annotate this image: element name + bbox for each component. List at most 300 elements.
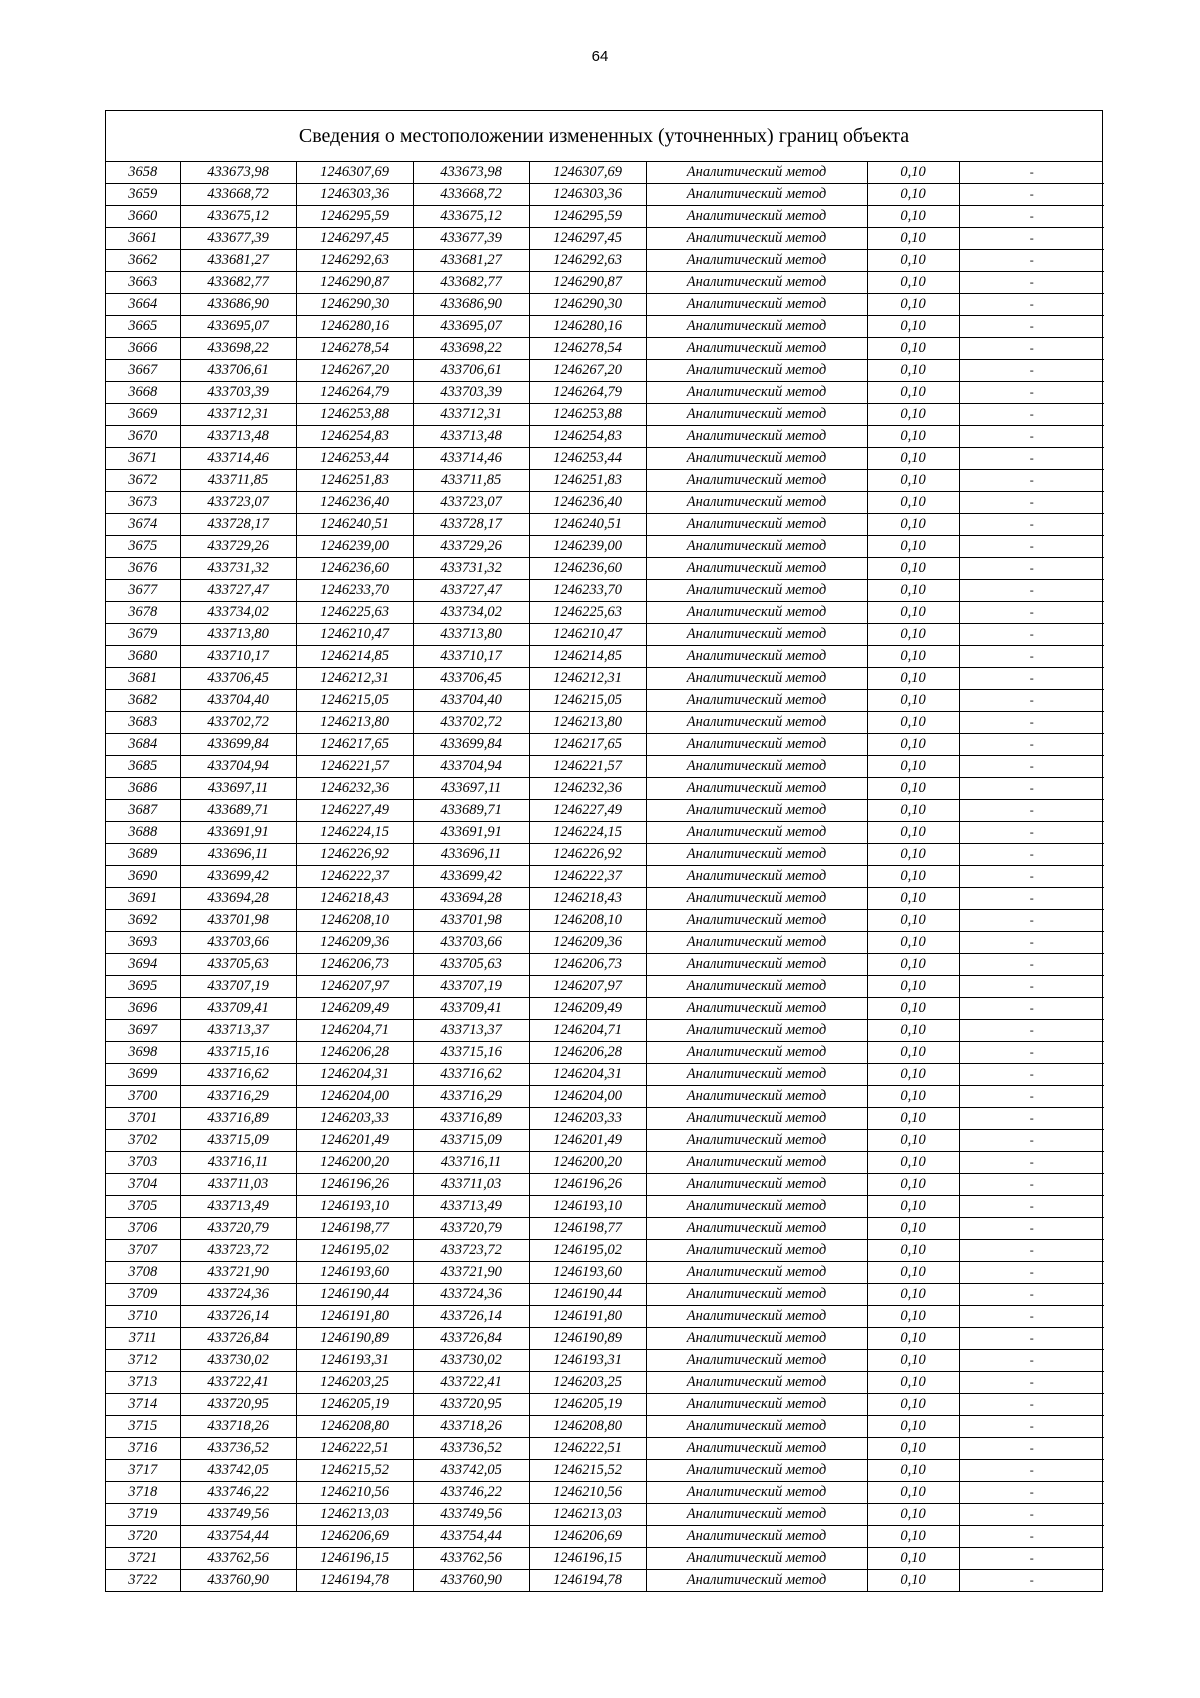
method-cell: Аналитический метод <box>646 1394 867 1416</box>
table-row <box>106 1086 1104 1108</box>
table-row <box>106 734 1104 756</box>
point-number-cell: 3683 <box>106 712 180 734</box>
x-new-cell: 433716,62 <box>413 1064 529 1086</box>
note-cell: - <box>959 690 1104 712</box>
y-new-cell: 1246206,28 <box>529 1042 646 1064</box>
accuracy-cell: 0,10 <box>867 184 959 206</box>
method-cell: Аналитический метод <box>646 272 867 294</box>
x-new-cell: 433724,36 <box>413 1284 529 1306</box>
note-cell: - <box>959 1086 1104 1108</box>
point-number-cell: 3718 <box>106 1482 180 1504</box>
x-existing-cell: 433729,26 <box>180 536 296 558</box>
accuracy-cell: 0,10 <box>867 1020 959 1042</box>
method-cell: Аналитический метод <box>646 228 867 250</box>
x-new-cell: 433668,72 <box>413 184 529 206</box>
y-existing-cell: 1246201,49 <box>296 1130 413 1152</box>
y-existing-cell: 1246278,54 <box>296 338 413 360</box>
y-new-cell: 1246206,69 <box>529 1526 646 1548</box>
point-number-cell: 3717 <box>106 1460 180 1482</box>
y-new-cell: 1246239,00 <box>529 536 646 558</box>
table-row <box>106 1372 1104 1394</box>
method-cell: Аналитический метод <box>646 1284 867 1306</box>
accuracy-cell: 0,10 <box>867 360 959 382</box>
table-row <box>106 228 1104 250</box>
y-new-cell: 1246233,70 <box>529 580 646 602</box>
point-number-cell: 3708 <box>106 1262 180 1284</box>
accuracy-cell: 0,10 <box>867 492 959 514</box>
y-existing-cell: 1246224,15 <box>296 822 413 844</box>
y-new-cell: 1246267,20 <box>529 360 646 382</box>
y-new-cell: 1246264,79 <box>529 382 646 404</box>
y-new-cell: 1246222,37 <box>529 866 646 888</box>
table-row <box>106 602 1104 624</box>
y-existing-cell: 1246200,20 <box>296 1152 413 1174</box>
x-new-cell: 433675,12 <box>413 206 529 228</box>
accuracy-cell: 0,10 <box>867 470 959 492</box>
y-existing-cell: 1246221,57 <box>296 756 413 778</box>
table-row <box>106 272 1104 294</box>
method-cell: Аналитический метод <box>646 844 867 866</box>
y-new-cell: 1246190,89 <box>529 1328 646 1350</box>
accuracy-cell: 0,10 <box>867 734 959 756</box>
y-new-cell: 1246218,43 <box>529 888 646 910</box>
x-existing-cell: 433721,90 <box>180 1262 296 1284</box>
table-row <box>106 470 1104 492</box>
y-existing-cell: 1246204,71 <box>296 1020 413 1042</box>
y-existing-cell: 1246264,79 <box>296 382 413 404</box>
x-new-cell: 433701,98 <box>413 910 529 932</box>
x-existing-cell: 433726,14 <box>180 1306 296 1328</box>
x-existing-cell: 433712,31 <box>180 404 296 426</box>
method-cell: Аналитический метод <box>646 206 867 228</box>
y-new-cell: 1246204,31 <box>529 1064 646 1086</box>
point-number-cell: 3705 <box>106 1196 180 1218</box>
note-cell: - <box>959 1438 1104 1460</box>
method-cell: Аналитический метод <box>646 1460 867 1482</box>
x-new-cell: 433698,22 <box>413 338 529 360</box>
y-new-cell: 1246213,80 <box>529 712 646 734</box>
note-cell: - <box>959 1526 1104 1548</box>
table-row <box>106 1504 1104 1526</box>
y-new-cell: 1246205,19 <box>529 1394 646 1416</box>
table-row <box>106 756 1104 778</box>
y-existing-cell: 1246209,49 <box>296 998 413 1020</box>
point-number-cell: 3662 <box>106 250 180 272</box>
x-new-cell: 433704,40 <box>413 690 529 712</box>
table-row <box>106 668 1104 690</box>
method-cell: Аналитический метод <box>646 1438 867 1460</box>
y-existing-cell: 1246236,40 <box>296 492 413 514</box>
x-existing-cell: 433711,03 <box>180 1174 296 1196</box>
y-existing-cell: 1246196,15 <box>296 1548 413 1570</box>
accuracy-cell: 0,10 <box>867 1218 959 1240</box>
table-row <box>106 1350 1104 1372</box>
y-new-cell: 1246224,15 <box>529 822 646 844</box>
method-cell: Аналитический метод <box>646 1064 867 1086</box>
x-existing-cell: 433720,79 <box>180 1218 296 1240</box>
method-cell: Аналитический метод <box>646 1262 867 1284</box>
y-new-cell: 1246290,30 <box>529 294 646 316</box>
accuracy-cell: 0,10 <box>867 1174 959 1196</box>
accuracy-cell: 0,10 <box>867 1350 959 1372</box>
method-cell: Аналитический метод <box>646 558 867 580</box>
x-new-cell: 433713,49 <box>413 1196 529 1218</box>
method-cell: Аналитический метод <box>646 1086 867 1108</box>
x-existing-cell: 433711,85 <box>180 470 296 492</box>
note-cell: - <box>959 1328 1104 1350</box>
note-cell: - <box>959 712 1104 734</box>
accuracy-cell: 0,10 <box>867 1460 959 1482</box>
x-new-cell: 433677,39 <box>413 228 529 250</box>
point-number-cell: 3664 <box>106 294 180 316</box>
table-row <box>106 910 1104 932</box>
y-existing-cell: 1246206,28 <box>296 1042 413 1064</box>
note-cell: - <box>959 976 1104 998</box>
point-number-cell: 3673 <box>106 492 180 514</box>
accuracy-cell: 0,10 <box>867 1064 959 1086</box>
y-existing-cell: 1246218,43 <box>296 888 413 910</box>
method-cell: Аналитический метод <box>646 426 867 448</box>
y-new-cell: 1246210,56 <box>529 1482 646 1504</box>
table-row <box>106 800 1104 822</box>
table-row <box>106 1306 1104 1328</box>
x-existing-cell: 433726,84 <box>180 1328 296 1350</box>
accuracy-cell: 0,10 <box>867 294 959 316</box>
point-number-cell: 3669 <box>106 404 180 426</box>
y-new-cell: 1246193,31 <box>529 1350 646 1372</box>
accuracy-cell: 0,10 <box>867 668 959 690</box>
x-existing-cell: 433703,39 <box>180 382 296 404</box>
accuracy-cell: 0,10 <box>867 1570 959 1592</box>
x-existing-cell: 433694,28 <box>180 888 296 910</box>
method-cell: Аналитический метод <box>646 1130 867 1152</box>
y-new-cell: 1246221,57 <box>529 756 646 778</box>
point-number-cell: 3679 <box>106 624 180 646</box>
accuracy-cell: 0,10 <box>867 1086 959 1108</box>
x-new-cell: 433722,41 <box>413 1372 529 1394</box>
x-existing-cell: 433742,05 <box>180 1460 296 1482</box>
method-cell: Аналитический метод <box>646 294 867 316</box>
y-existing-cell: 1246205,19 <box>296 1394 413 1416</box>
note-cell: - <box>959 1548 1104 1570</box>
point-number-cell: 3713 <box>106 1372 180 1394</box>
method-cell: Аналитический метод <box>646 1570 867 1592</box>
accuracy-cell: 0,10 <box>867 1548 959 1570</box>
method-cell: Аналитический метод <box>646 866 867 888</box>
method-cell: Аналитический метод <box>646 690 867 712</box>
x-new-cell: 433718,26 <box>413 1416 529 1438</box>
x-new-cell: 433720,95 <box>413 1394 529 1416</box>
note-cell: - <box>959 184 1104 206</box>
table-row <box>106 954 1104 976</box>
table-row <box>106 360 1104 382</box>
point-number-cell: 3697 <box>106 1020 180 1042</box>
note-cell: - <box>959 272 1104 294</box>
point-number-cell: 3698 <box>106 1042 180 1064</box>
y-new-cell: 1246297,45 <box>529 228 646 250</box>
note-cell: - <box>959 954 1104 976</box>
y-new-cell: 1246210,47 <box>529 624 646 646</box>
method-cell: Аналитический метод <box>646 954 867 976</box>
y-new-cell: 1246226,92 <box>529 844 646 866</box>
x-new-cell: 433699,42 <box>413 866 529 888</box>
accuracy-cell: 0,10 <box>867 316 959 338</box>
x-new-cell: 433742,05 <box>413 1460 529 1482</box>
x-existing-cell: 433723,72 <box>180 1240 296 1262</box>
x-existing-cell: 433713,49 <box>180 1196 296 1218</box>
accuracy-cell: 0,10 <box>867 580 959 602</box>
table-row <box>106 1108 1104 1130</box>
y-new-cell: 1246214,85 <box>529 646 646 668</box>
note-cell: - <box>959 470 1104 492</box>
method-cell: Аналитический метод <box>646 316 867 338</box>
note-cell: - <box>959 668 1104 690</box>
y-new-cell: 1246191,80 <box>529 1306 646 1328</box>
method-cell: Аналитический метод <box>646 1108 867 1130</box>
x-existing-cell: 433734,02 <box>180 602 296 624</box>
y-new-cell: 1246278,54 <box>529 338 646 360</box>
y-new-cell: 1246208,10 <box>529 910 646 932</box>
y-existing-cell: 1246214,85 <box>296 646 413 668</box>
note-cell: - <box>959 734 1104 756</box>
method-cell: Аналитический метод <box>646 448 867 470</box>
x-new-cell: 433713,80 <box>413 624 529 646</box>
method-cell: Аналитический метод <box>646 580 867 602</box>
table-row <box>106 448 1104 470</box>
x-new-cell: 433703,66 <box>413 932 529 954</box>
x-new-cell: 433691,91 <box>413 822 529 844</box>
x-existing-cell: 433677,39 <box>180 228 296 250</box>
x-new-cell: 433760,90 <box>413 1570 529 1592</box>
accuracy-cell: 0,10 <box>867 338 959 360</box>
y-new-cell: 1246208,80 <box>529 1416 646 1438</box>
x-new-cell: 433682,77 <box>413 272 529 294</box>
table-row <box>106 1482 1104 1504</box>
accuracy-cell: 0,10 <box>867 162 959 184</box>
point-number-cell: 3690 <box>106 866 180 888</box>
y-existing-cell: 1246307,69 <box>296 162 413 184</box>
y-existing-cell: 1246204,31 <box>296 1064 413 1086</box>
x-existing-cell: 433714,46 <box>180 448 296 470</box>
table-row <box>106 1240 1104 1262</box>
method-cell: Аналитический метод <box>646 470 867 492</box>
x-new-cell: 433706,45 <box>413 668 529 690</box>
point-number-cell: 3670 <box>106 426 180 448</box>
x-new-cell: 433727,47 <box>413 580 529 602</box>
note-cell: - <box>959 1262 1104 1284</box>
accuracy-cell: 0,10 <box>867 800 959 822</box>
x-new-cell: 433721,90 <box>413 1262 529 1284</box>
y-existing-cell: 1246194,78 <box>296 1570 413 1592</box>
accuracy-cell: 0,10 <box>867 228 959 250</box>
x-existing-cell: 433716,29 <box>180 1086 296 1108</box>
note-cell: - <box>959 492 1104 514</box>
x-existing-cell: 433749,56 <box>180 1504 296 1526</box>
y-existing-cell: 1246233,70 <box>296 580 413 602</box>
y-existing-cell: 1246198,77 <box>296 1218 413 1240</box>
point-number-cell: 3716 <box>106 1438 180 1460</box>
y-new-cell: 1246203,33 <box>529 1108 646 1130</box>
y-new-cell: 1246227,49 <box>529 800 646 822</box>
x-existing-cell: 433730,02 <box>180 1350 296 1372</box>
note-cell: - <box>959 558 1104 580</box>
table-row <box>106 294 1104 316</box>
method-cell: Аналитический метод <box>646 162 867 184</box>
x-new-cell: 433749,56 <box>413 1504 529 1526</box>
x-existing-cell: 433713,37 <box>180 1020 296 1042</box>
y-new-cell: 1246217,65 <box>529 734 646 756</box>
table-row <box>106 888 1104 910</box>
point-number-cell: 3721 <box>106 1548 180 1570</box>
y-new-cell: 1246196,15 <box>529 1548 646 1570</box>
x-new-cell: 433699,84 <box>413 734 529 756</box>
note-cell: - <box>959 1130 1104 1152</box>
y-new-cell: 1246212,31 <box>529 668 646 690</box>
y-new-cell: 1246236,40 <box>529 492 646 514</box>
note-cell: - <box>959 800 1104 822</box>
x-existing-cell: 433703,66 <box>180 932 296 954</box>
table-row <box>106 1196 1104 1218</box>
method-cell: Аналитический метод <box>646 932 867 954</box>
method-cell: Аналитический метод <box>646 1042 867 1064</box>
point-number-cell: 3663 <box>106 272 180 294</box>
method-cell: Аналитический метод <box>646 624 867 646</box>
x-existing-cell: 433746,22 <box>180 1482 296 1504</box>
table-row <box>106 316 1104 338</box>
x-new-cell: 433762,56 <box>413 1548 529 1570</box>
y-new-cell: 1246209,36 <box>529 932 646 954</box>
y-existing-cell: 1246206,73 <box>296 954 413 976</box>
table-row <box>106 624 1104 646</box>
accuracy-cell: 0,10 <box>867 426 959 448</box>
x-new-cell: 433746,22 <box>413 1482 529 1504</box>
x-existing-cell: 433715,16 <box>180 1042 296 1064</box>
y-existing-cell: 1246210,56 <box>296 1482 413 1504</box>
y-existing-cell: 1246290,87 <box>296 272 413 294</box>
table-row <box>106 1130 1104 1152</box>
table-row <box>106 1152 1104 1174</box>
method-cell: Аналитический метод <box>646 800 867 822</box>
x-new-cell: 433686,90 <box>413 294 529 316</box>
y-new-cell: 1246190,44 <box>529 1284 646 1306</box>
point-number-cell: 3699 <box>106 1064 180 1086</box>
note-cell: - <box>959 1394 1104 1416</box>
method-cell: Аналитический метод <box>646 1416 867 1438</box>
x-new-cell: 433726,14 <box>413 1306 529 1328</box>
y-existing-cell: 1246267,20 <box>296 360 413 382</box>
note-cell: - <box>959 822 1104 844</box>
table-row <box>106 206 1104 228</box>
x-new-cell: 433713,37 <box>413 1020 529 1042</box>
y-existing-cell: 1246226,92 <box>296 844 413 866</box>
accuracy-cell: 0,10 <box>867 448 959 470</box>
x-new-cell: 433673,98 <box>413 162 529 184</box>
note-cell: - <box>959 382 1104 404</box>
note-cell: - <box>959 162 1104 184</box>
x-existing-cell: 433704,94 <box>180 756 296 778</box>
table-row <box>106 404 1104 426</box>
accuracy-cell: 0,10 <box>867 910 959 932</box>
x-new-cell: 433707,19 <box>413 976 529 998</box>
y-existing-cell: 1246236,60 <box>296 558 413 580</box>
point-number-cell: 3709 <box>106 1284 180 1306</box>
x-existing-cell: 433723,07 <box>180 492 296 514</box>
y-new-cell: 1246194,78 <box>529 1570 646 1592</box>
point-number-cell: 3691 <box>106 888 180 910</box>
accuracy-cell: 0,10 <box>867 1152 959 1174</box>
accuracy-cell: 0,10 <box>867 778 959 800</box>
y-existing-cell: 1246204,00 <box>296 1086 413 1108</box>
y-new-cell: 1246251,83 <box>529 470 646 492</box>
method-cell: Аналитический метод <box>646 1240 867 1262</box>
table-row <box>106 492 1104 514</box>
accuracy-cell: 0,10 <box>867 1482 959 1504</box>
accuracy-cell: 0,10 <box>867 690 959 712</box>
point-number-cell: 3668 <box>106 382 180 404</box>
x-new-cell: 433730,02 <box>413 1350 529 1372</box>
note-cell: - <box>959 536 1104 558</box>
note-cell: - <box>959 514 1104 536</box>
point-number-cell: 3710 <box>106 1306 180 1328</box>
method-cell: Аналитический метод <box>646 998 867 1020</box>
y-new-cell: 1246215,52 <box>529 1460 646 1482</box>
x-existing-cell: 433722,41 <box>180 1372 296 1394</box>
y-existing-cell: 1246239,00 <box>296 536 413 558</box>
accuracy-cell: 0,10 <box>867 1416 959 1438</box>
y-new-cell: 1246203,25 <box>529 1372 646 1394</box>
x-existing-cell: 433696,11 <box>180 844 296 866</box>
y-new-cell: 1246253,88 <box>529 404 646 426</box>
y-existing-cell: 1246210,47 <box>296 624 413 646</box>
note-cell: - <box>959 624 1104 646</box>
table-row <box>106 822 1104 844</box>
accuracy-cell: 0,10 <box>867 822 959 844</box>
method-cell: Аналитический метод <box>646 536 867 558</box>
x-existing-cell: 433691,91 <box>180 822 296 844</box>
x-new-cell: 433723,07 <box>413 492 529 514</box>
y-existing-cell: 1246217,65 <box>296 734 413 756</box>
x-new-cell: 433715,09 <box>413 1130 529 1152</box>
y-existing-cell: 1246213,03 <box>296 1504 413 1526</box>
y-existing-cell: 1246290,30 <box>296 294 413 316</box>
table-row <box>106 1020 1104 1042</box>
y-new-cell: 1246232,36 <box>529 778 646 800</box>
y-existing-cell: 1246203,33 <box>296 1108 413 1130</box>
method-cell: Аналитический метод <box>646 338 867 360</box>
method-cell: Аналитический метод <box>646 646 867 668</box>
point-number-cell: 3682 <box>106 690 180 712</box>
table-row <box>106 1042 1104 1064</box>
y-existing-cell: 1246240,51 <box>296 514 413 536</box>
point-number-cell: 3676 <box>106 558 180 580</box>
note-cell: - <box>959 1020 1104 1042</box>
table-row <box>106 1416 1104 1438</box>
accuracy-cell: 0,10 <box>867 1504 959 1526</box>
point-number-cell: 3677 <box>106 580 180 602</box>
x-new-cell: 433681,27 <box>413 250 529 272</box>
point-number-cell: 3686 <box>106 778 180 800</box>
point-number-cell: 3700 <box>106 1086 180 1108</box>
table-row <box>106 382 1104 404</box>
table-row <box>106 426 1104 448</box>
x-existing-cell: 433715,09 <box>180 1130 296 1152</box>
x-existing-cell: 433754,44 <box>180 1526 296 1548</box>
note-cell: - <box>959 866 1104 888</box>
point-number-cell: 3674 <box>106 514 180 536</box>
y-existing-cell: 1246195,02 <box>296 1240 413 1262</box>
y-existing-cell: 1246191,80 <box>296 1306 413 1328</box>
note-cell: - <box>959 338 1104 360</box>
